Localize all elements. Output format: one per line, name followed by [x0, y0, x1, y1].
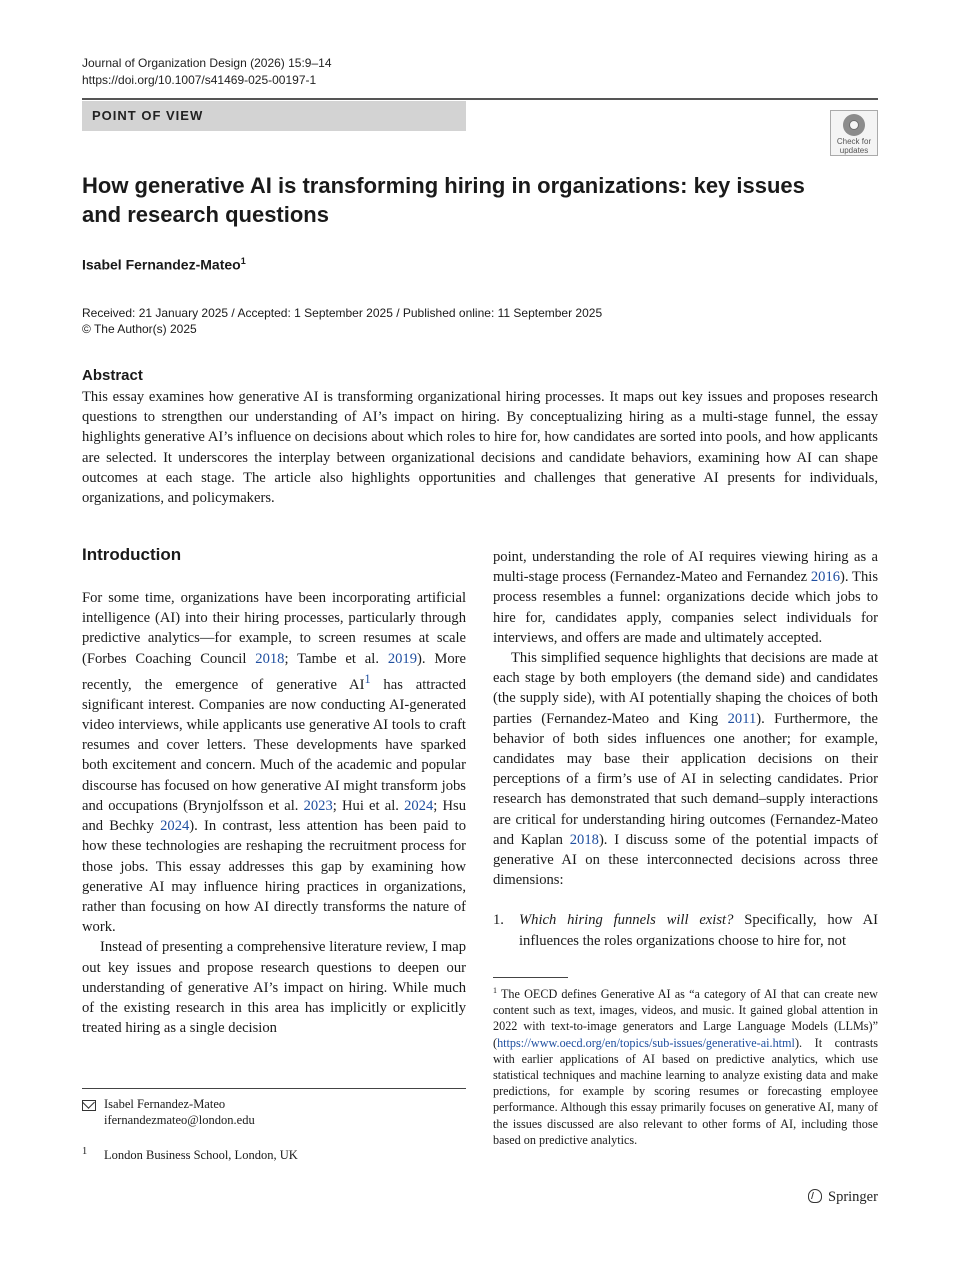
section-label: POINT OF VIEW — [82, 101, 466, 131]
introduction-heading: Introduction — [82, 545, 182, 564]
intro-paragraph-4: This simplified sequence highlights that decisions are made at each stage by both employers (the demand side) and candidates (the supply side), with AI potentially shaping the choices of both parties (Fernandez-Mateo and King 2011). Furthermore, the behavior of both sides influences one another; for example, candidates may base their application decisions on their perceptions of a firm’s use of AI in selecting candidates. Prior research has demonstrated that such demand–supply interactions are critical for understanding hiring outcomes (Fernandez-Mateo and Kaplan 2018). I discuss some of the potential impacts of generative AI on these interconnected decisions across three dimensions: — [493, 650, 879, 889]
footnote-rule — [493, 977, 568, 978]
citation-link[interactable]: 2018 — [255, 650, 285, 667]
footnote-marker[interactable]: 1 — [364, 671, 371, 686]
correspondence-rule — [82, 1088, 466, 1089]
citation-link[interactable]: 2023 — [303, 797, 333, 814]
intro-paragraph-1: For some time, organizations have been incorporating artificial intelligence (AI) into their hiring processes, particularly through predictive analytics—for example, to screen resumes at scale (Forbes Coaching Council 2018; Tambe et al. 2019). More recently, the emergence of generative AI$^1$ has attracted significant interest. Companies are now conducting AI-generated video interviews, while applicants use generative AI tools to craft resumes and cover letters. These developments have sparked both excitement and concern. Much of the academic and popular discourse has focused on how generative AI might transform jobs and occupations (Brynjolfsson et al. 2023; Hui et al. 2024; Hsu and Bechky 2024). In contrast, less attention has been paid to how these technologies are reshaping the recruitment process for those jobs. This essay addresses this gap by examining how generative AI may influence hiring practices in organizations, rather than focusing on how AI directly transforms the nature of work. — [82, 590, 467, 936]
citation-link[interactable]: 2019 — [387, 650, 418, 667]
affiliation: $^1$ London Business School, London, UK — [82, 1146, 298, 1163]
doi-link[interactable]: https://doi.org/10.1007/s41469-025-00197-1 — [82, 73, 317, 87]
intro-paragraph-2: Instead of presenting a comprehensive literature review, I map out key issues and propose research questions to deepen our understanding of generative AI’s impact on hiring. While much of the existing research in this area has implicitly or explicitly treated hiring as a single decision — [82, 939, 466, 1037]
check-for-updates-button[interactable] — [830, 110, 878, 156]
footnote-1: $^1$ The OECD defines Generative AI as “a category of AI that can create new content such as text, images, videos, and music. It gained global attention in 2022 with text-to-image generators and Large Language Models (LLMs)” (https://www.oecd.org/en/topics/sub-issues/generative-ai.html). It contrasts with earlier applications of AI based on predictive analytics, which use statistical techniques and machine learning to analyze existing data and make predictions, for example by scoring resumes or forecasting employee performance. Although this essay primarily focuses on generative AI, many of the issues discussed are also relevant to other forms of AI, including those based on predictive analytics. — [493, 986, 878, 1147]
left-column — [82, 588, 466, 1038]
intro-paragraph-3: point, understanding the role of AI requires viewing hiring as a multi-stage process (Fernandez-Mateo and Fernandez 2016). This process resembles a funnel: organizations decide which jobs to hire for, candidates apply, companies select individuals for interviews, and offers are made and ultimately accepted. — [493, 549, 878, 646]
citation-link[interactable]: 2018 — [569, 831, 599, 848]
oecd-link[interactable]: https://www.oecd.org/en/topics/sub-issues/generative-ai.html — [497, 1035, 795, 1050]
publisher-logo: Springer — [808, 1189, 878, 1206]
list-item: 1. Which hiring funnels will exist? Specifically, how AI influences the roles organizations choose to hire for, not — [493, 912, 878, 949]
envelope-icon — [82, 1100, 96, 1111]
abstract-heading: Abstract — [82, 367, 143, 384]
right-column — [493, 547, 878, 951]
citation-link[interactable]: 2011 — [727, 710, 757, 727]
header-rule — [82, 98, 878, 100]
springer-horse-icon — [808, 1189, 822, 1203]
correspondence-email[interactable]: ifernandezmateo@london.edu — [104, 1113, 255, 1127]
abstract-text: This essay examines how generative AI is transforming organizational hiring processes. It maps out key issues and proposes research questions to strengthen our understanding of AI’s impact on hiring. By conceptualizing hiring as a multi-stage funnel, the essay highlights generative AI’s influence on decisions about which roles to hire for, how candidates are sorted into pools, and how applicants are selected. It underscores the interplay between organizational decisions and candidate behaviors, examining how AI can shape outcomes at each stage. The article also highlights opportunities and challenges that generative AI presents for individuals, organizations, and policymakers. — [82, 389, 878, 507]
correspondence-name: Isabel Fernandez-Mateo — [104, 1097, 226, 1111]
publication-dates: Received: 21 January 2025 / Accepted: 1 September 2025 / Published online: 11 September 2025 © The Author(s) 2025 — [82, 306, 603, 336]
check-updates-label: Check for updates — [836, 137, 872, 155]
citation-link[interactable]: 2016 — [810, 569, 841, 586]
author-name[interactable]: Isabel Fernandez-Mateo$^1$ — [82, 256, 246, 273]
journal-citation: Journal of Organization Design (2026) 15:9–14 — [82, 56, 332, 70]
citation-link[interactable]: 2024 — [160, 818, 190, 835]
check-updates-icon — [843, 114, 865, 136]
copyright: © The Author(s) 2025 — [82, 322, 197, 336]
citation-link[interactable]: 2024 — [404, 797, 434, 814]
article-title: How generative AI is transforming hiring in organizations: key issues and research questions — [82, 173, 805, 227]
correspondence-block — [82, 1096, 466, 1128]
